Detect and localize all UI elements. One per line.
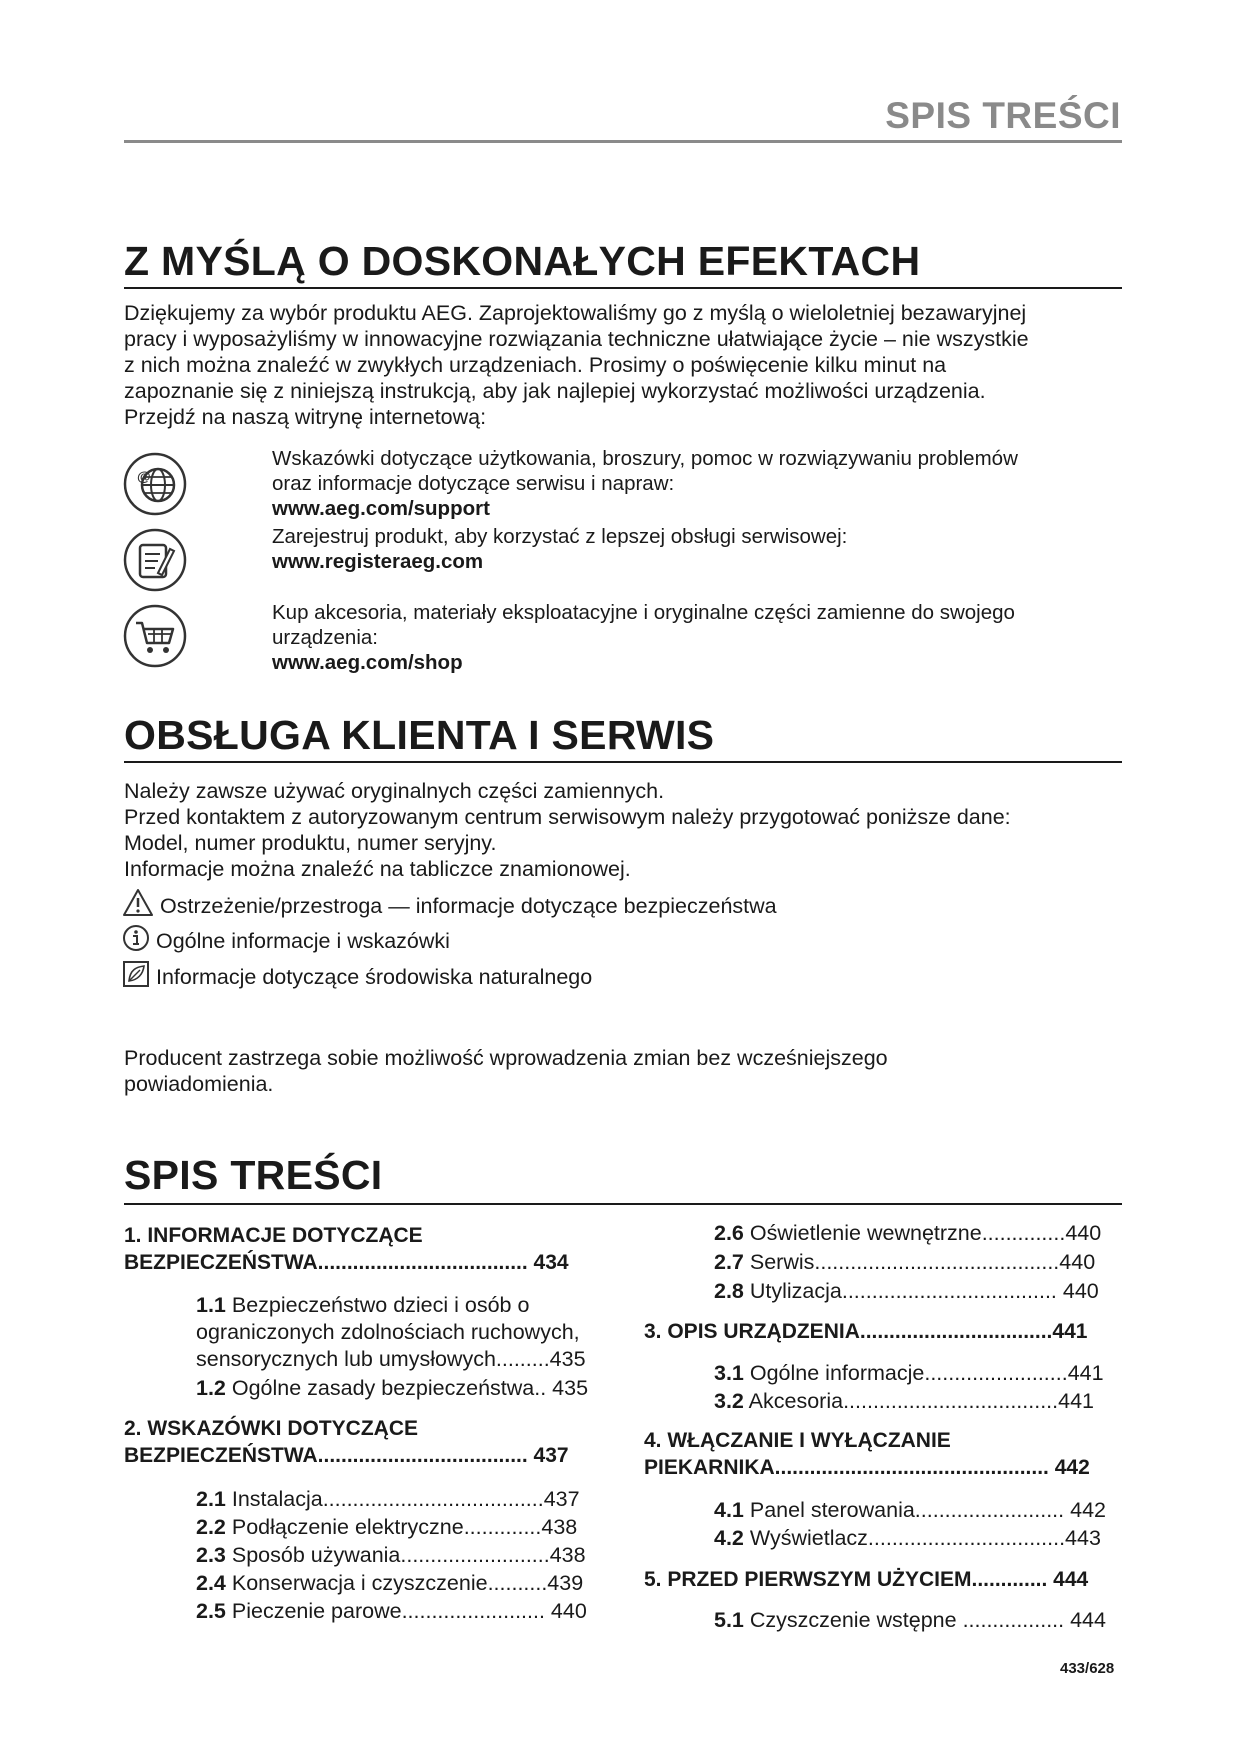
shop-link-block: Kup akcesoria, materiały eksploatacyjne i oryginalne części zamienne do swojego urządzenia: www.aeg.com/shop bbox=[272, 601, 1015, 674]
toc-section-2-3[interactable]: 2.3 Sposób używania.........................438 bbox=[196, 1543, 586, 1567]
legend-info: Ogólne informacje i wskazówki bbox=[122, 924, 450, 958]
toc-chapter-1[interactable]: 1. INFORMACJE DOTYCZĄCE BEZPIECZEŃSTWA.................................... 434 bbox=[124, 1224, 569, 1274]
shop-link[interactable]: www.aeg.com/shop bbox=[272, 651, 463, 674]
section-title-customer-service: OBSŁUGA KLIENTA I SERWIS bbox=[124, 712, 715, 758]
svg-text:@: @ bbox=[137, 468, 151, 484]
section-title-toc: SPIS TREŚCI bbox=[124, 1152, 383, 1198]
toc-chapter-3[interactable]: 3. OPIS URZĄDZENIA.................................441 bbox=[644, 1320, 1088, 1343]
toc-chapter-4[interactable]: 4. WŁĄCZANIE I WYŁĄCZANIE PIEKARNIKA............................................... 442 bbox=[644, 1429, 1090, 1479]
toc-section-4-1[interactable]: 4.1 Panel sterowania......................... 442 bbox=[714, 1498, 1106, 1522]
toc-section-2-1[interactable]: 2.1 Instalacja.....................................437 bbox=[196, 1487, 580, 1511]
toc-section-4-2[interactable]: 4.2 Wyświetlacz.................................443 bbox=[714, 1526, 1101, 1550]
toc-chapter-2[interactable]: 2. WSKAZÓWKI DOTYCZĄCE BEZPIECZEŃSTWA.................................... 437 bbox=[124, 1417, 569, 1467]
legend-warning: Ostrzeżenie/przestroga — informacje dotyczące bezpieczeństwa bbox=[122, 888, 777, 924]
warning-icon bbox=[122, 888, 160, 924]
register-link-block: Zarejestruj produkt, aby korzystać z lepszej obsługi serwisowej: www.registeraeg.com bbox=[272, 525, 848, 573]
info-icon bbox=[122, 924, 156, 958]
header-divider bbox=[124, 140, 1122, 143]
register-icon bbox=[122, 527, 188, 593]
support-link[interactable]: www.aeg.com/support bbox=[272, 497, 490, 520]
toc-section-2-5[interactable]: 2.5 Pieczenie parowe........................ 440 bbox=[196, 1599, 587, 1623]
toc-section-1-1[interactable]: 1.1 Bezpieczeństwo dzieci i osób o ograniczonych zdolnościach ruchowych, sensorycznych lub umysłowych.........435 bbox=[196, 1293, 586, 1371]
globe-icon bbox=[122, 451, 188, 517]
toc-section-2-2[interactable]: 2.2 Podłączenie elektryczne.............438 bbox=[196, 1515, 578, 1539]
page-number: 433/628 bbox=[1060, 1660, 1115, 1677]
manufacturer-notice: Producent zastrzega sobie możliwość wprowadzenia zmian bez wcześniejszego powiadomienia. bbox=[124, 1046, 888, 1096]
toc-section-2-6[interactable]: 2.6 Oświetlenie wewnętrzne..............440 bbox=[714, 1221, 1102, 1245]
legend-environment: Informacje dotyczące środowiska naturalnego bbox=[122, 960, 592, 994]
section-title-perfect-results: Z MYŚLĄ O DOSKONAŁYCH EFEKTACH bbox=[124, 238, 921, 284]
toc-section-5-1[interactable]: 5.1 Czyszczenie wstępne ................. 444 bbox=[714, 1608, 1106, 1632]
register-link[interactable]: www.registeraeg.com bbox=[272, 550, 484, 573]
toc-section-2-4[interactable]: 2.4 Konserwacja i czyszczenie..........439 bbox=[196, 1571, 584, 1595]
support-link-block: Wskazówki dotyczące użytkowania, broszury, pomoc w rozwiązywaniu problemów oraz informacje dotyczące serwisu i napraw: www.aeg.com/support bbox=[272, 447, 1018, 520]
toc-chapter-5[interactable]: 5. PRZED PIERWSZYM UŻYCIEM............. 444 bbox=[644, 1568, 1089, 1591]
toc-section-1-2[interactable]: 1.2 Ogólne zasady bezpieczeństwa.. 435 bbox=[196, 1376, 589, 1400]
section-title-rule bbox=[124, 1203, 1122, 1205]
toc-section-3-2[interactable]: 3.2 Akcesoria....................................441 bbox=[714, 1389, 1094, 1413]
running-header: SPIS TREŚCI bbox=[885, 95, 1121, 136]
environment-icon bbox=[122, 960, 156, 994]
service-paragraph: Należy zawsze używać oryginalnych części zamiennych. Przed kontaktem z autoryzowanym centrum serwisowym należy przygotować poniższe dane: Model, numer produktu, numer seryjny. Informacje można znaleźć na tabliczce znamionowej. bbox=[124, 779, 1011, 881]
cart-icon bbox=[122, 603, 188, 669]
toc-section-2-8[interactable]: 2.8 Utylizacja.................................... 440 bbox=[714, 1279, 1099, 1303]
section-title-rule bbox=[124, 287, 1122, 289]
toc-section-3-1[interactable]: 3.1 Ogólne informacje........................441 bbox=[714, 1361, 1104, 1385]
section-title-rule bbox=[124, 761, 1122, 763]
toc-section-2-7[interactable]: 2.7 Serwis.........................................440 bbox=[714, 1250, 1096, 1274]
intro-paragraph: Dziękujemy za wybór produktu AEG. Zaprojektowaliśmy go z myślą o wieloletniej bezawaryjnej pracy i wyposażyliśmy w innowacyjne rozwiązania techniczne ułatwiające życie – nie wszystkie z nich można znaleźć w zwykłych urządzeniach. Prosimy o poświęcenie kilku minut na zapoznanie się z niniejszą instrukcją, aby jak najlepiej wykorzystać możliwości urządzenia. Przejdź na naszą witrynę internetową: bbox=[124, 301, 1029, 429]
